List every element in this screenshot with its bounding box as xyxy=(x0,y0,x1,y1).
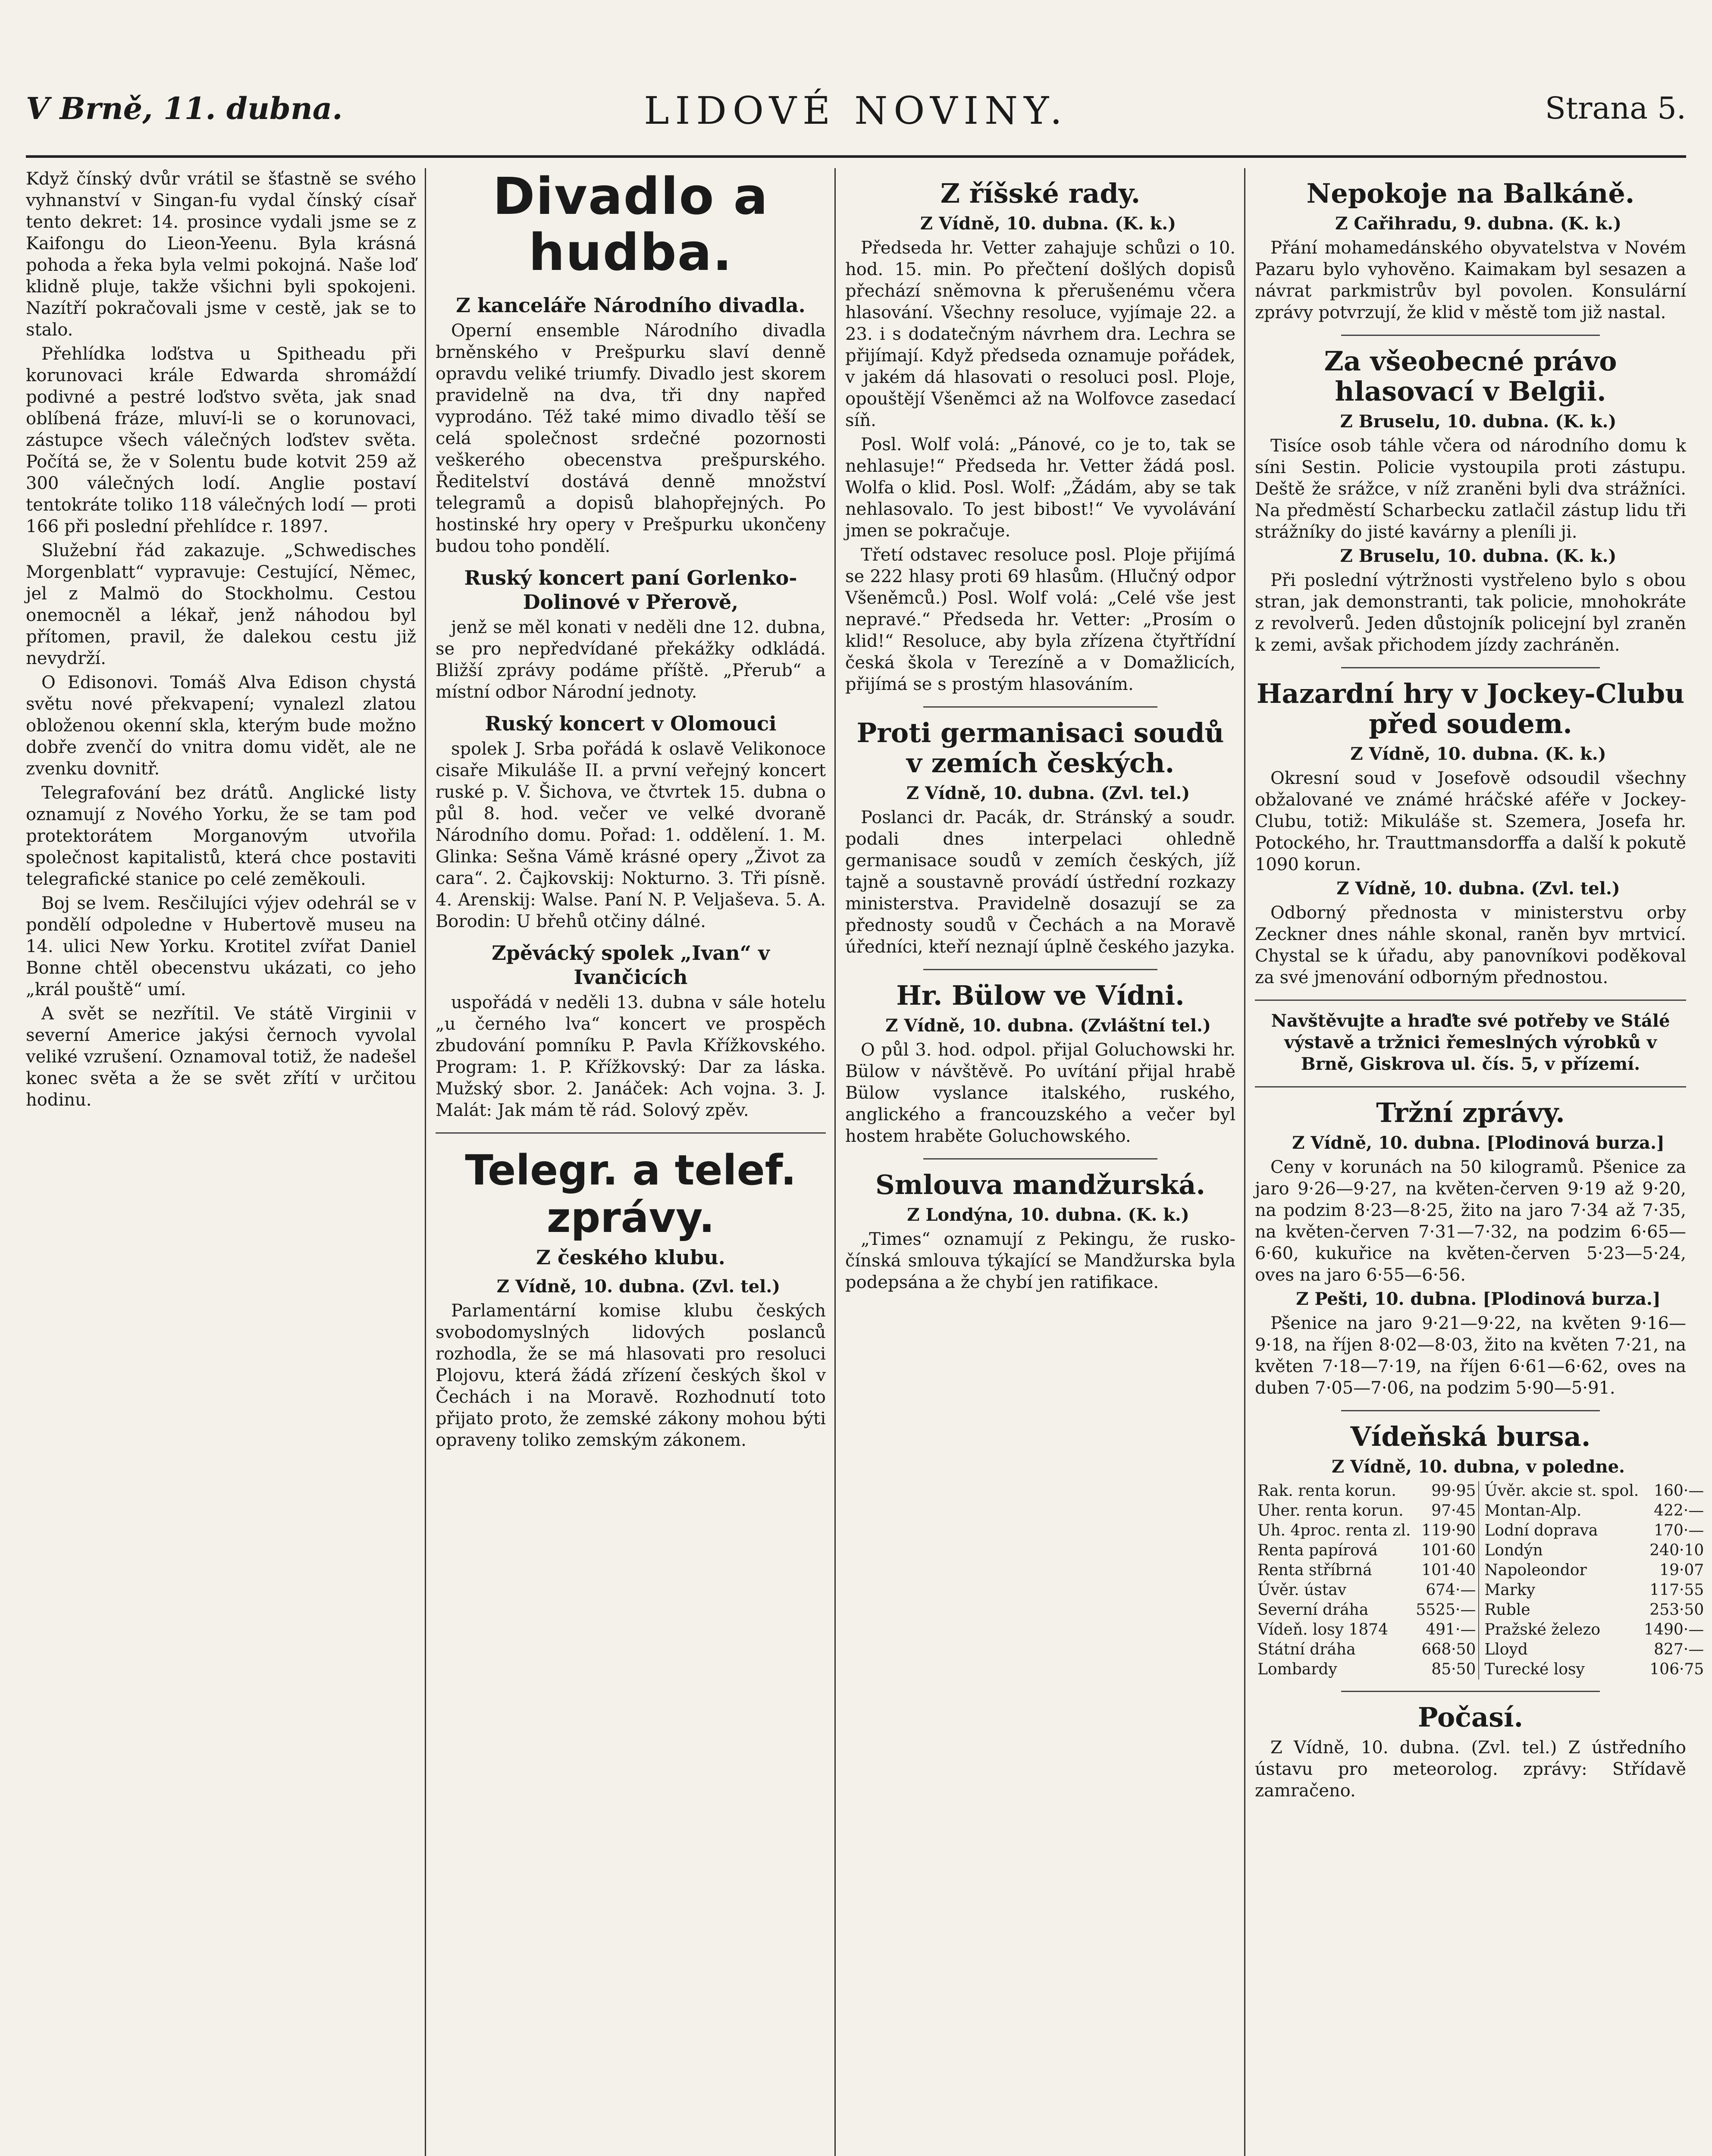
article-heading: Za všeobecné právo hlasovací v Belgii. xyxy=(1324,345,1617,407)
dateline: Z Vídně, 10. dubna. (Zvl. tel.) xyxy=(906,783,1190,803)
article-paragraph: Přehlídka loďstva u Spitheadu při korunovaci krále Edwarda shromáždí podivné a pestré loďstvo světa, jak snad oblíbená fráze, mluví-li se o korunovaci, zástupce všech válečných loďstev světa. Počítá se, že v Solentu bude kotvit 259 až 300 válečných lodí. Anglie postaví tentokráte toliko 118 válečných lodí — proti 166 při poslední přehlídce r. 1897. xyxy=(26,344,416,536)
security-price: 240·10 xyxy=(1649,1542,1704,1559)
article-paragraph: Pšenice na jaro 9·21—9·22, na květen 9·16—9·18, na říjen 8·02—8·03, žito na květen 7·21, na květen 7·18—7·19, na říjen 6·61—6·62, oves na duben 7·05—7·06, na podzim 5·90—5·91. xyxy=(1255,1313,1686,1398)
bourse-table xyxy=(1255,1481,1706,1680)
security-name: Napoleondor xyxy=(1479,1561,1641,1580)
article-paragraph: Posl. Wolf volá: „Pánové, co je to, tak se nehlasuje!“ Předseda hr. Vetter žádá posl. Wolfa o klid. Posl. Wolf: „Žádám, aby se tak nehlasovalo. To jest bibost!“ Ve vyvolávání jmen se pokračuje. xyxy=(845,435,1235,541)
security-name: Úvěr. akcie st. spol. xyxy=(1479,1481,1641,1501)
dateline: Z Vídně, 10. dubna. (Zvl. tel.) xyxy=(496,1276,781,1297)
security-price: 668·50 xyxy=(1421,1641,1476,1658)
article-heading: Ruský koncert v Olomouci xyxy=(485,712,777,735)
security-name: Státní dráha xyxy=(1257,1641,1356,1658)
security-price: 170·— xyxy=(1654,1522,1704,1539)
dateline: Z Vídně, 10. dubna. (Zvl. tel.) xyxy=(1336,878,1620,899)
article-heading: Hr. Bülow ve Vídni. xyxy=(896,980,1185,1011)
article-paragraph: O Edisonovi. Tomáš Alva Edison chystá světu nové překvapení; vynalezl zlatou obloženou okenní skla, kterým bude možno dobře zvenčí do vnitra domu vidět, ale ne zvenku dovnitř. xyxy=(26,673,416,779)
security-name: Renta stříbrná xyxy=(1257,1561,1372,1579)
article-heading: Zpěvácký spolek „Ivan“ v Ivančicích xyxy=(492,941,770,989)
divider xyxy=(1341,667,1600,668)
table-row xyxy=(1255,1640,1706,1660)
security-price: 117·55 xyxy=(1649,1581,1704,1599)
security-name: Marky xyxy=(1479,1580,1641,1600)
article-paragraph: „Times“ oznamují z Pekingu, že rusko-čínská smlouva týkající se Mandžurska byla podepsána a že chybí jen ratifikace. xyxy=(845,1229,1235,1292)
security-name: Pražské železo xyxy=(1479,1620,1641,1640)
dateline: Z Vídně, 10. dubna, v poledne. xyxy=(1332,1457,1625,1477)
table-row xyxy=(1255,1660,1706,1680)
article-heading: Vídeňská bursa. xyxy=(1350,1421,1591,1452)
article-paragraph: Tisíce osob táhle včera od národního domu k síni Sestin. Policie vystoupila proti zástupu. Deště že srážce, v níž zraněni byli dva strážníci. Na předměstí Scharbecku zatlačil zástup lidu tři strážníky do jisté kavárny a pleníli ji. xyxy=(1255,436,1686,542)
dateline: Z Vídně, 10. dubna. (K. k.) xyxy=(1350,744,1606,764)
divider xyxy=(1341,1410,1600,1411)
divider xyxy=(1341,335,1600,336)
article-paragraph: Při poslední výtržnosti vystřeleno bylo s obou stran, jak demonstranti, tak policie, mnohokráte z revolverů. Jeden důstojník policejní byl zraněn k zemi, avšak přichodem jízdy zachráněn. xyxy=(1255,570,1686,655)
divider xyxy=(923,1158,1157,1159)
divider xyxy=(436,1132,826,1134)
column-1 xyxy=(26,168,416,2156)
article-paragraph: Telegrafování bez drátů. Anglické listy oznamují z Nového Yorku, že se tam pod protektorátem Morganovým utvořila společnost kapitalistů, která chce postaviti telegrafické stanice po celé zeměkouli. xyxy=(26,783,416,889)
table-row xyxy=(1255,1600,1706,1620)
table-row xyxy=(1255,1481,1706,1501)
divider xyxy=(1255,1000,1686,1001)
table-row xyxy=(1255,1620,1706,1640)
column-rule xyxy=(1244,168,1245,2156)
security-name: Turecké losy xyxy=(1479,1660,1641,1680)
article-heading: Smlouva mandžurská. xyxy=(875,1169,1205,1200)
divider xyxy=(1341,1691,1600,1692)
article-paragraph: uspořádá v neděli 13. dubna v sále hotelu „u černého lva“ koncert ve prospěch zbudování pomníku P. Pavla Křížkovského. Program: 1. P. Křížkovský: Dar za láska. Mužský sbor. 2. Janáček: Ach vojna. 3. J. Malát: Jak mám tě rád. Solový zpěv. xyxy=(436,993,826,1120)
dateline: Z Pešti, 10. dubna. [Plodinová burza.] xyxy=(1296,1289,1661,1309)
article-paragraph: Služební řád zakazuje. „Schwedisches Morgenblatt“ vypravuje: Cestující, Němec, jel z Malmö do Stockholmu. Cestou onemocněl a lékař, jenž náhodou byl přítomen, pravil, že dalekou cestu již nevydrží. xyxy=(26,541,416,668)
article-paragraph: Operní ensemble Národního divadla brněnského v Prešpurku slaví denně opravdu veliké triumfy. Divadlo jest skorem pravidelně na dva, tři dny napřed vyprodáno. Též také mimo divadlo těší se celá společnost srdečné pozornosti veškerého obecenstva prešpurského. Ředitelství dostává denně množství telegramů a dopisů blahopřejných. Po hostinské hry opery v Prešpurku ukončeny budou toho pondělí. xyxy=(436,321,826,556)
security-price: 19·07 xyxy=(1659,1561,1704,1579)
dateline: Z Vídně, 10. dubna. (Zvláštní tel.) xyxy=(885,1015,1211,1036)
article-paragraph: Okresní soud v Josefově odsoudil všechny obžalované ve známé hráčské aféře v Jockey-Clubu, totiž: Mikuláše st. Szemera, Josefa hr. Potockého, hr. Trauttmansdorffa a další k pokutě 1090 korun. xyxy=(1255,768,1686,874)
security-name: Lloyd xyxy=(1479,1640,1641,1660)
security-price: 5525·— xyxy=(1416,1601,1476,1619)
security-name: Severní dráha xyxy=(1257,1601,1369,1619)
table-row xyxy=(1255,1561,1706,1580)
section-title-theatre: Divadlo a hudba. xyxy=(492,166,769,282)
security-price: 674·— xyxy=(1426,1581,1476,1599)
article-heading: Nepokoje na Balkáně. xyxy=(1306,178,1635,209)
header-dateline: V Brně, 11. dubna. xyxy=(26,91,343,126)
article-heading: Ruský koncert paní Gorlenko-Dolinové v Přerově, xyxy=(464,566,797,614)
security-name: Renta papírová xyxy=(1257,1542,1378,1559)
dateline: Z Bruselu, 10. dubna. (K. k.) xyxy=(1340,411,1617,432)
article-paragraph: Odborný přednosta v ministerstvu orby Zeckner dnes náhle skonal, raněn byv mrtvicí. Chystal se k úřadu, aby panovníkovi poděkoval za své jmenování odborným přednostou. xyxy=(1255,903,1686,987)
security-name: Londýn xyxy=(1479,1541,1641,1561)
security-name: Uher. renta korun. xyxy=(1257,1502,1404,1520)
article-paragraph: A svět se nezřítil. Ve státě Virginii v severní Americe jakýsi černoch vyvolal veliké vzrušení. Oznamoval totiž, že nadešel konec světa a že se svět zřítí v určitou hodinu. xyxy=(26,1004,416,1110)
article-paragraph: Předseda hr. Vetter zahajuje schůzi o 10. hod. 15. min. Po přečtení došlých dopisů přechází sněmovna k přerušenému včera hlasování. Všechny resoluce, vyjímaje 22. a 23. i s dodatečným návrhem dra. Lechra se přijímají. Když předseda oznamuje pořádek, v jakém dá hlasovati o resoluci posl. Ploje, opouštějí Všeněmci až na Wolfovce zasedací síň. xyxy=(845,238,1235,430)
article-paragraph: Přání mohamedánského obyvatelstva v Novém Pazaru bylo vyhověno. Kaimakam byl sesazen a návrat parkmistrův byl povolen. Konsulární zprávy potvrzují, že klid v městě tom již nastal. xyxy=(1255,238,1686,323)
article-paragraph: Třetí odstavec resoluce posl. Ploje přijímá se 222 hlasy proti 69 hlasům. (Hlučný odpor Všeněmců.) Posl. Wolf volá: „Celé vše jest nepravé.“ Předseda hr. Vetter: „Prosím o klid!“ Resoluce, aby byla zřízena čtyřtřídní česká škola v Terezíně a v Domažlicích, přijímá se s prostým hlasováním. xyxy=(845,545,1235,694)
section-title-telegrams: Telegr. a telef. zprávy. xyxy=(465,1146,796,1242)
divider xyxy=(923,706,1157,708)
column-4 xyxy=(1255,168,1704,2156)
table-row xyxy=(1255,1580,1706,1600)
article-paragraph: spolek J. Srba pořádá k oslavě Velikonoce cisaře Mikuláše II. a první veřejný koncert ruské p. V. Šichova, ve čtvrtek 15. dubna o půl 8. hod. večer ve velké dvoraně Národního domu. Pořad: 1. oddělení. 1. M. Glinka: Sešna Vámě krásné opery „Život za cara“. 2. Čajkovskij: Nokturno. 3. Tři písně. 4. Arenskij: Walse. Paní N. P. Veljaševa. 5. A. Borodin: U břehů otčiny dálné. xyxy=(436,739,826,931)
article-heading: Hazardní hry v Jockey-Clubu před soudem. xyxy=(1256,678,1685,740)
dateline: Z Londýna, 10. dubna. (K. k.) xyxy=(907,1205,1189,1225)
security-price: 491·— xyxy=(1426,1621,1476,1639)
article-heading: Z říšské rady. xyxy=(940,178,1141,209)
security-price: 160·— xyxy=(1654,1482,1704,1500)
security-price: 827·— xyxy=(1654,1641,1704,1658)
security-name: Ruble xyxy=(1479,1600,1641,1620)
security-name: Vídeň. losy 1874 xyxy=(1257,1621,1388,1639)
security-price: 97·45 xyxy=(1431,1502,1476,1520)
security-name: Lodní doprava xyxy=(1479,1521,1641,1541)
article-paragraph: Ceny v korunách na 50 kilogramů. Pšenice za jaro 9·26—9·27, na květen-červen 9·19 až 9·20, na podzim 8·23—8·25, žito na jaro 7·34 až 7·35, na květen-červen 7·31—7·32, na podzim 6·65—6·60, kukuřice na květen-červen 5·23—5·24, oves na jaro 6·55—6·56. xyxy=(1255,1157,1686,1285)
masthead-title: LIDOVÉ NOVINY. xyxy=(644,88,1068,133)
article-heading: Proti germanisaci soudů v zemích českých. xyxy=(856,717,1224,779)
table-row xyxy=(1255,1541,1706,1561)
columns xyxy=(26,166,1704,2156)
article-paragraph: jenž se měl konati v neděli dne 12. dubna, se pro nepředvídané překážky odkládá. Bližší zprávy podáme příště. „Přerub“ a místní odbor Národní jednoty. xyxy=(436,617,826,702)
divider xyxy=(1255,1086,1686,1087)
article-heading: Z kanceláře Národního divadla. xyxy=(456,294,806,317)
divider xyxy=(923,969,1157,970)
advertisement-notice: Navštěvujte a hraďte své potřeby ve Stálé výstavě a tržnici řemeslných výrobků v Brně, Giskrova ul. čís. 5, v přízemí. xyxy=(1271,1011,1670,1074)
security-name: Úvěr. ústav xyxy=(1257,1581,1347,1599)
article-paragraph: Boj se lvem. Resčilujíci výjev odehrál se v pondělí odpoledne v Hubertově museu na 14. ulici New Yorku. Krotitel zvířat Daniel Bonne chtěl obecenstvu ukázati, co jeho „král pouště“ umí. xyxy=(26,893,416,1000)
security-name: Lombardy xyxy=(1257,1661,1337,1678)
security-price: 85·50 xyxy=(1431,1661,1476,1678)
article-heading: Tržní zprávy. xyxy=(1376,1097,1565,1128)
table-row xyxy=(1255,1521,1706,1541)
article-paragraph: Když čínský dvůr vrátil se šťastně se svého vyhnanství v Singan-fu vydal čínský císař tento dekret: 14. prosince vydali jsme se z Kaifongu do Lieon-Yeenu. Byla krásná pohoda a řeka byla velmi pokojná. Naše loď klidně pluje, takže všichni byli spokojeni. Nazítří pokračovali jsme v cestě, jak se to stalo. xyxy=(26,169,416,340)
security-name: Rak. renta korun. xyxy=(1257,1482,1396,1500)
dateline: Z Vídně, 10. dubna. (K. k.) xyxy=(920,213,1176,234)
security-name: Uh. 4proc. renta zl. xyxy=(1257,1522,1411,1539)
security-price: 422·— xyxy=(1654,1502,1704,1520)
security-price: 101·60 xyxy=(1421,1542,1476,1559)
column-rule xyxy=(834,168,836,2156)
security-name: Montan-Alp. xyxy=(1479,1501,1641,1521)
column-rule xyxy=(425,168,426,2156)
security-price: 101·40 xyxy=(1421,1561,1476,1579)
column-3 xyxy=(845,168,1235,2156)
security-price: 99·95 xyxy=(1431,1482,1476,1500)
article-paragraph: Parlamentární komise klubu českých svobodomyslných lidových poslanců rozhodla, že se má hlasovati pro resoluci Plojovu, která žádá zřízení českých škol v Čechách i na Moravě. Rozhodnutí toto přijato proto, že zemské zákony mohou býti opraveny toliko zemským zákonem. xyxy=(436,1301,826,1450)
security-price: 106·75 xyxy=(1649,1661,1704,1678)
page-number: Strana 5. xyxy=(1545,91,1686,126)
table-row xyxy=(1255,1501,1706,1521)
dateline: Z Cařihradu, 9. dubna. (K. k.) xyxy=(1335,213,1621,234)
security-price: 119·90 xyxy=(1421,1522,1476,1539)
article-paragraph: Poslanci dr. Pacák, dr. Stránský a soudr. podali dnes interpelaci ohledně germanisace soudů v zemích českých, jíž tajně a soustavně provádí ústřední rozkazy ministerstva. Pravidelně dosazují se za přednosty soudů v Čechách a na Moravě úředníci, kteří neznají úplně českého jazyka. xyxy=(845,808,1235,957)
column-2 xyxy=(436,168,826,2156)
dateline: Z Bruselu, 10. dubna. (K. k.) xyxy=(1340,546,1617,566)
dateline: Z Vídně, 10. dubna. [Plodinová burza.] xyxy=(1292,1133,1665,1153)
page-header xyxy=(26,65,1686,158)
article-paragraph: O půl 3. hod. odpol. přijal Goluchowski hr. Bülow v návštěvě. Po uvítání přijal hrabě Bülow vyslance italského, ruského, anglického a francouzského a večer byl hostem hraběte Goluchowského. xyxy=(845,1040,1235,1146)
article-heading: Počasí. xyxy=(1417,1702,1524,1733)
article-heading: Z českého klubu. xyxy=(536,1246,725,1269)
article-paragraph: Z Vídně, 10. dubna. (Zvl. tel.) Z ústředního ústavu pro meteorolog. zprávy: Střídavě zamračeno. xyxy=(1255,1738,1686,1801)
security-price: 1490·— xyxy=(1644,1621,1704,1639)
security-price: 253·50 xyxy=(1649,1601,1704,1619)
